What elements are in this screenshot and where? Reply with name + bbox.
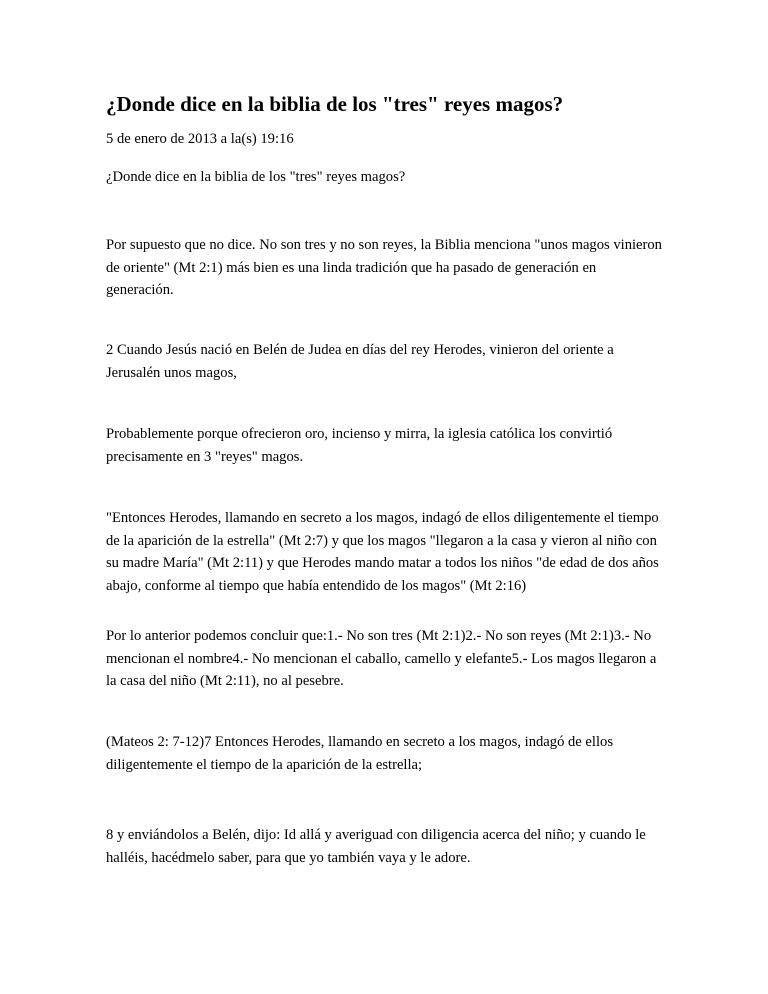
page-title: ¿Donde dice en la biblia de los "tres" reyes magos? xyxy=(106,92,564,116)
paragraph: 2 Cuando Jesús nació en Belén de Judea en días del rey Herodes, vinieron del oriente a Jerusalén unos magos, xyxy=(106,342,614,381)
post-subtitle: ¿Donde dice en la biblia de los "tres" reyes magos? xyxy=(106,169,406,185)
paragraph: "Entonces Herodes, llamando en secreto a los magos, indagó de ellos diligentemente el tiempo de la aparición de la estrella" (Mt 2:7) y que los magos "llegaron a la casa y vieron al niño con su madre María" (Mt 2:11) y que Herodes mando matar a todos los niños "de edad de dos años abajo, conforme al tiempo que había entendido de los magos" (Mt 2:16) xyxy=(106,510,659,594)
paragraph: 8 y enviándolos a Belén, dijo: Id allá y averiguad con diligencia acerca del niño; y cuando le halléis, hacédmelo saber, para que yo también vaya y le adore. xyxy=(106,827,646,866)
paragraph: Por lo anterior podemos concluir que:1.- No son tres (Mt 2:1)2.- No son reyes (Mt 2:1)3.- No mencionan el nombre4.- No mencionan el caballo, camello y elefante5.- Los magos llegaron a la casa del niño (Mt 2:11), no al pesebre. xyxy=(106,628,657,689)
paragraph: (Mateos 2: 7-12)7 Entonces Herodes, llamando en secreto a los magos, indagó de ellos diligentemente el tiempo de la aparición de la estrella; xyxy=(106,734,613,773)
paragraph: Por supuesto que no dice. No son tres y no son reyes, la Biblia menciona "unos magos vinieron de oriente" (Mt 2:1) más bien es una linda tradición que ha pasado de generación en generación. xyxy=(106,237,662,298)
paragraph: Probablemente porque ofrecieron oro, incienso y mirra, la iglesia católica los convirtió precisamente en 3 "reyes" magos. xyxy=(106,426,613,465)
post-date: 5 de enero de 2013 a la(s) 19:16 xyxy=(106,131,294,147)
